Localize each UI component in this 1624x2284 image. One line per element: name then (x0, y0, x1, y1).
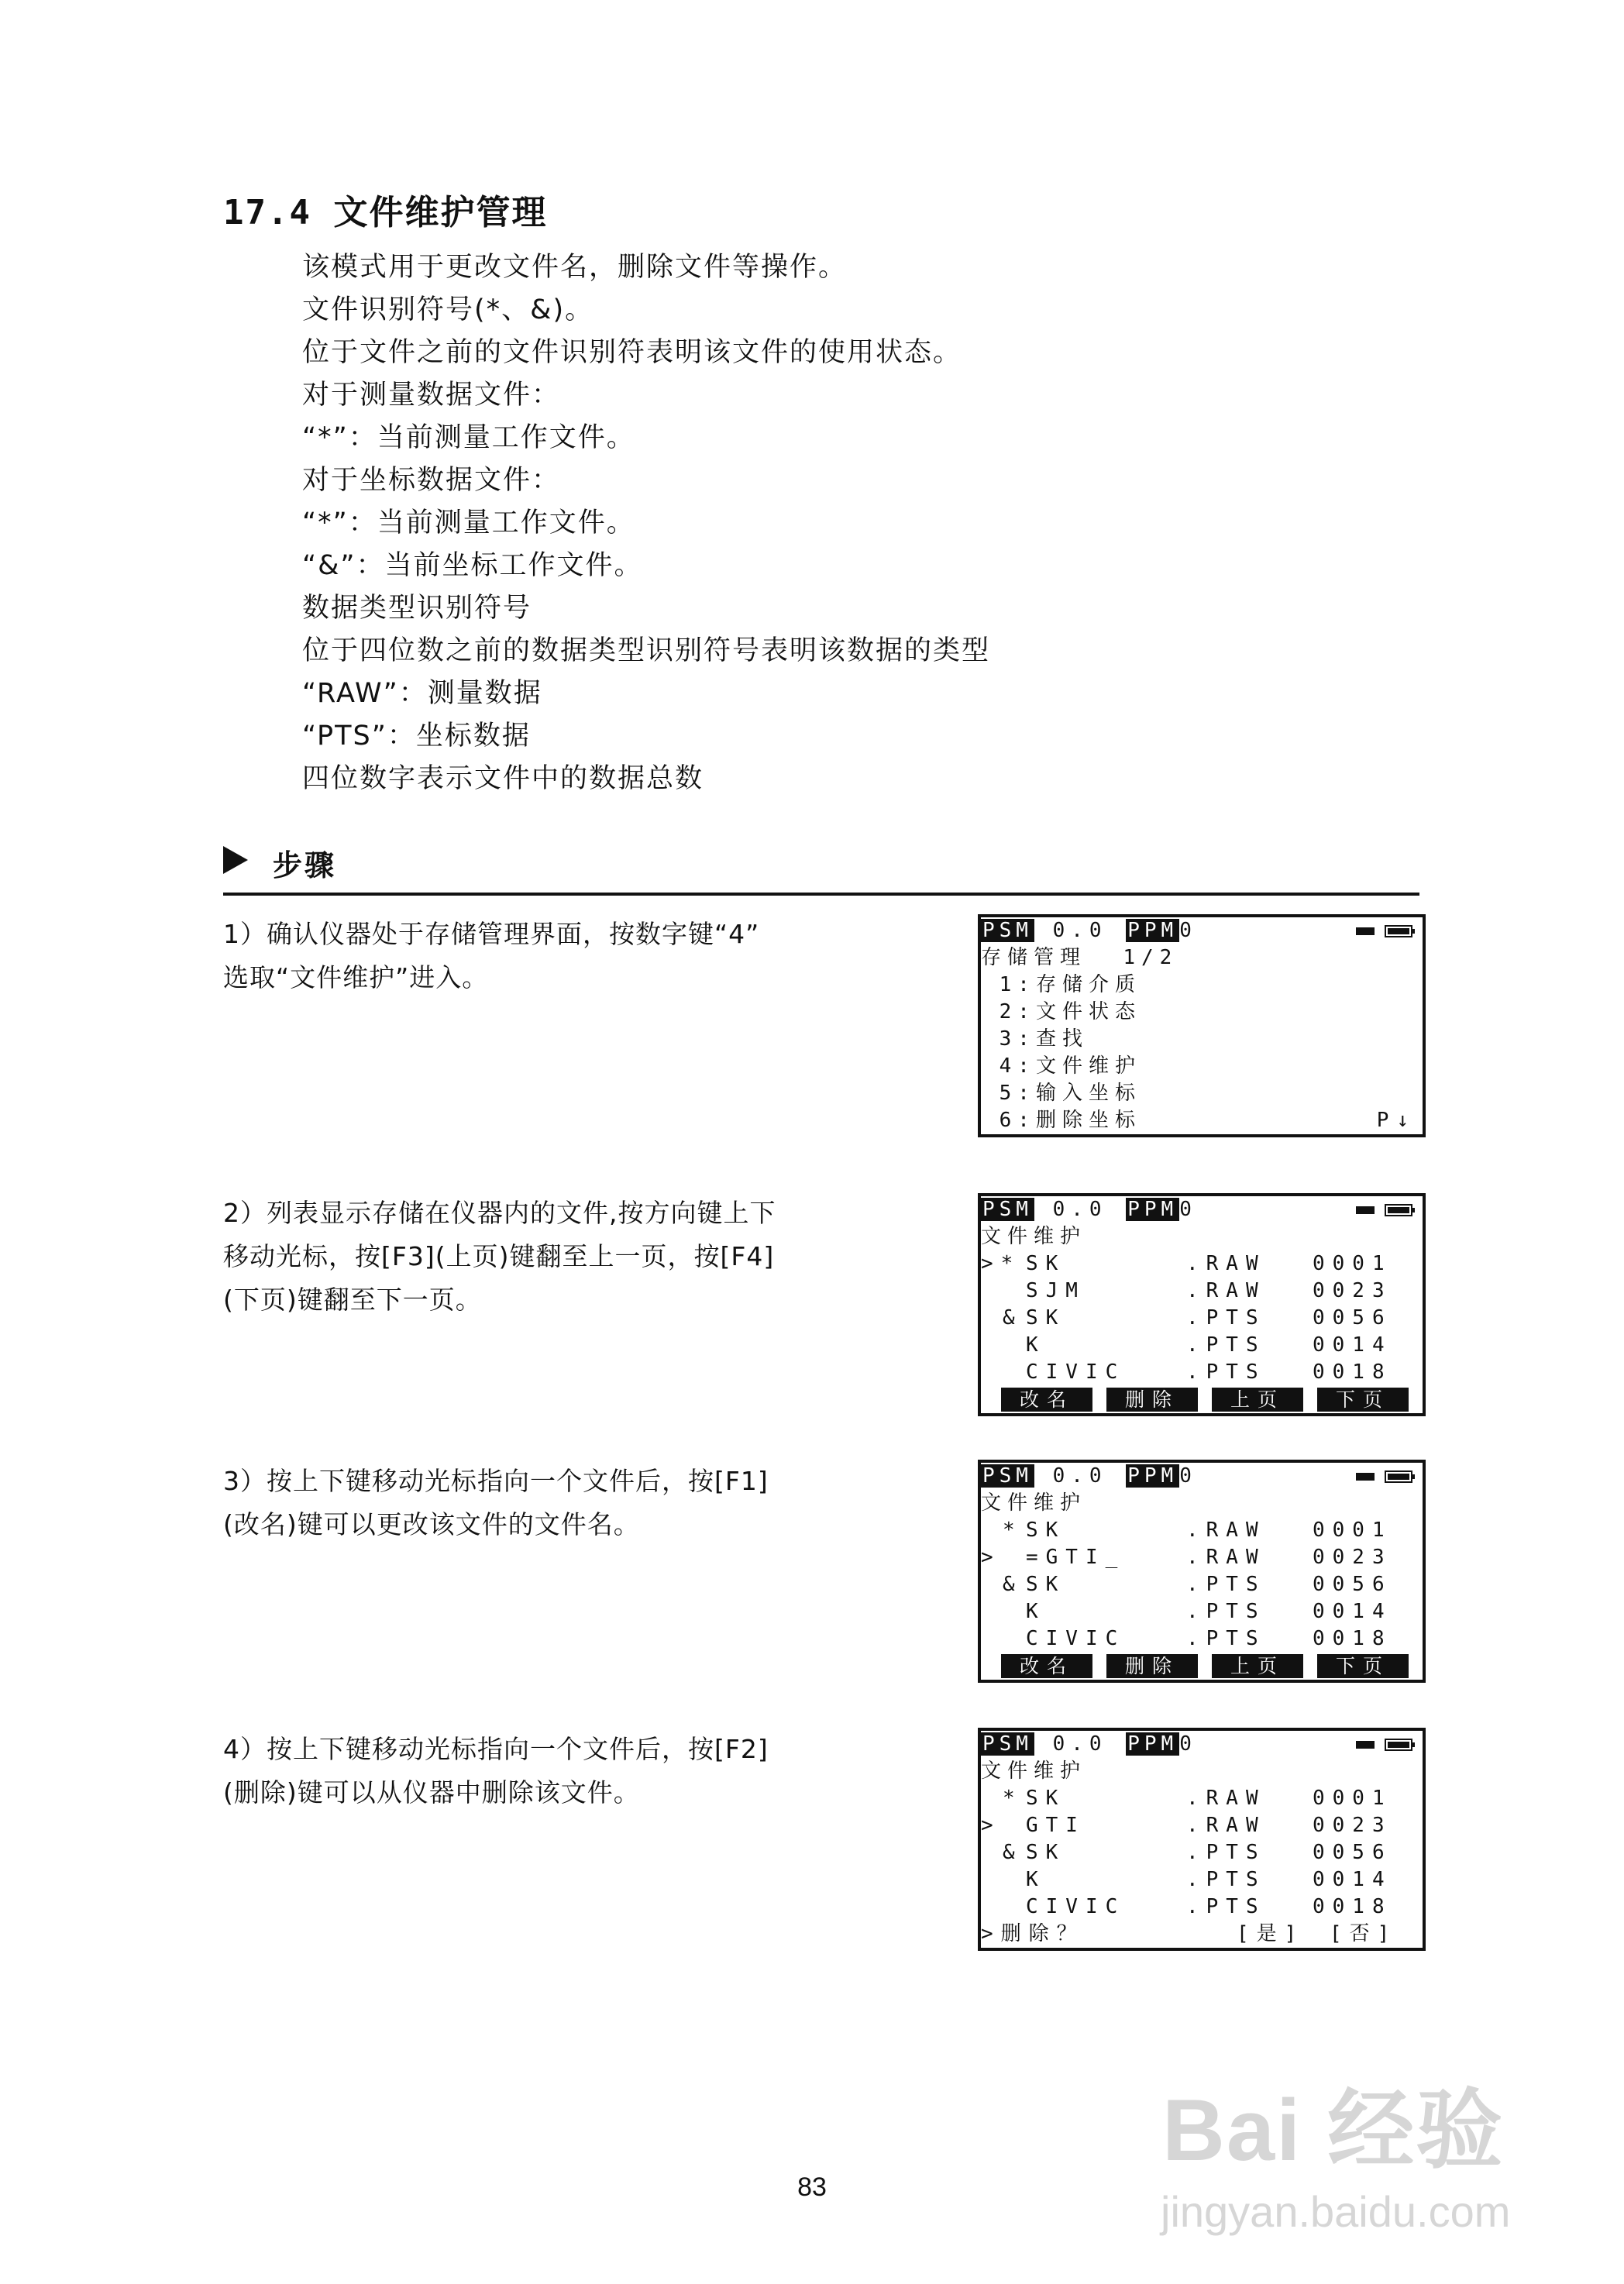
file-count: 0056 (1313, 1306, 1392, 1329)
screen-title-row (981, 1758, 1423, 1785)
file-count: 0023 (1313, 1814, 1392, 1837)
file-count: 0018 (1313, 1895, 1392, 1918)
file-name-input[interactable]: =GTI_ (1026, 1546, 1126, 1569)
status-bar (981, 1463, 1423, 1490)
file-count: 0018 (1313, 1627, 1392, 1650)
next-page-indicator: P↓ (1376, 1109, 1416, 1132)
file-row[interactable] (981, 1359, 1423, 1386)
screen-title: 文件维护 (981, 1225, 1087, 1248)
intro-line: 对于坐标数据文件： (302, 465, 561, 496)
file-name: SK (1026, 1573, 1066, 1596)
menu-item[interactable] (981, 1026, 1423, 1053)
file-ext: .PTS (1186, 1895, 1266, 1918)
file-row[interactable] (981, 1250, 1423, 1278)
file-ext: .PTS (1186, 1306, 1266, 1329)
file-count: 0014 (1313, 1333, 1392, 1357)
psm-value: 0.0 (1052, 919, 1108, 942)
step-line: 选取“文件维护”进入。 (223, 962, 489, 992)
intro-line: 位于四位数之前的数据类型识别符号表明该数据的类型 (302, 635, 991, 666)
intro-line: 文件识别符号(*、&)。 (302, 294, 594, 325)
file-name: SK (1026, 1787, 1066, 1810)
step-line: 移动光标，按[F3](上页)键翻至上一页，按[F4] (223, 1241, 775, 1271)
ppm-label: PPM (1127, 1198, 1178, 1221)
file-ext: .RAW (1186, 1252, 1266, 1275)
intro-line: “&”：当前坐标工作文件。 (302, 550, 643, 581)
ppm-value: 0 (1179, 1198, 1198, 1221)
menu-item-label: 2:文件状态 (999, 1000, 1141, 1023)
softkey-bar (981, 1386, 1423, 1413)
step-line: 1）确认仪器处于存储管理界面，按数字键“4” (223, 919, 760, 949)
file-ext: .PTS (1186, 1360, 1266, 1384)
file-row[interactable] (981, 1278, 1423, 1305)
f1-rename-button[interactable]: 改名 (1001, 1654, 1092, 1678)
file-count: 0056 (1313, 1841, 1392, 1864)
menu-item-label: 3:查找 (999, 1027, 1089, 1051)
instrument-screen-rename (978, 1460, 1426, 1683)
file-name: K (1026, 1868, 1046, 1891)
section-title: 17.4 文件维护管理 (223, 193, 548, 232)
confirm-yes-button[interactable]: [是] (1237, 1922, 1305, 1945)
file-name: SK (1026, 1252, 1066, 1275)
step-3 (223, 1460, 905, 1546)
file-ext: .RAW (1186, 1787, 1266, 1810)
screen-title-row (981, 1223, 1423, 1250)
step-1 (223, 913, 905, 999)
intro-line: 位于文件之前的文件识别符表明该文件的使用状态。 (302, 337, 962, 368)
ppm-label: PPM (1127, 919, 1178, 942)
ppm-value: 0 (1179, 1464, 1198, 1488)
menu-item-label: 4:文件维护 (999, 1054, 1141, 1078)
screen-title: 存储管理 (981, 946, 1087, 969)
file-row[interactable] (981, 1625, 1423, 1653)
battery-icon (1356, 1469, 1415, 1484)
screen-title-row (981, 944, 1423, 972)
file-name: GTI (1026, 1814, 1086, 1837)
f2-delete-button[interactable]: 删除 (1106, 1654, 1198, 1678)
instrument-screen-delete (978, 1728, 1426, 1951)
step-line: (改名)键可以更改该文件的文件名。 (223, 1509, 640, 1539)
file-ext: .PTS (1186, 1841, 1266, 1864)
menu-item-label: 1:存储介质 (999, 973, 1141, 996)
file-row[interactable] (981, 1866, 1423, 1894)
step-line: 3）按上下键移动光标指向一个文件后，按[F1] (223, 1466, 769, 1496)
triangle-bullet-icon (223, 846, 248, 874)
file-name: CIVIC (1026, 1895, 1126, 1918)
battery-icon (1356, 1737, 1415, 1753)
ppm-label: PPM (1127, 1732, 1178, 1756)
file-count: 0014 (1313, 1600, 1392, 1623)
status-bar (981, 1196, 1423, 1223)
psm-value: 0.0 (1052, 1198, 1108, 1221)
file-name: SJM (1026, 1279, 1086, 1302)
instrument-screen-storage-menu (978, 914, 1426, 1137)
confirm-no-button[interactable]: [否] (1330, 1922, 1398, 1945)
instrument-screen-file-list (978, 1193, 1426, 1416)
delete-confirm-row (981, 1921, 1423, 1948)
softkey-bar (981, 1653, 1423, 1680)
f3-prev-page-button[interactable]: 上页 (1212, 1388, 1303, 1412)
screen-title: 文件维护 (981, 1759, 1087, 1783)
file-name: SK (1026, 1841, 1066, 1864)
file-name: CIVIC (1026, 1627, 1126, 1650)
file-mark: >* (981, 1252, 1021, 1275)
file-row[interactable] (981, 1839, 1423, 1866)
menu-item[interactable] (981, 972, 1423, 999)
f1-rename-button[interactable]: 改名 (1001, 1388, 1092, 1412)
file-mark: & (1003, 1841, 1023, 1864)
file-count: 0001 (1313, 1519, 1392, 1542)
file-mark: > (981, 1546, 1001, 1569)
watermark-url: jingyan.baidu.com (1161, 2187, 1511, 2236)
psm-label: PSM (982, 1198, 1033, 1221)
watermark-logo: Bai 经验 (1162, 2082, 1505, 2179)
step-line: 4）按上下键移动光标指向一个文件后，按[F2] (223, 1734, 769, 1764)
menu-item[interactable] (981, 1053, 1423, 1080)
file-mark: & (1003, 1306, 1023, 1329)
intro-text (302, 246, 1464, 800)
intro-line: “*”：当前测量工作文件。 (302, 507, 635, 538)
battery-icon (1356, 924, 1415, 939)
f2-delete-button[interactable]: 删除 (1106, 1388, 1198, 1412)
menu-item-label: 6:删除坐标 (999, 1109, 1141, 1132)
psm-label: PSM (982, 919, 1033, 942)
step-line: 2）列表显示存储在仪器内的文件,按方向键上下 (223, 1198, 776, 1228)
f4-next-page-button[interactable]: 下页 (1317, 1388, 1409, 1412)
file-name: K (1026, 1600, 1046, 1623)
file-ext: .RAW (1186, 1814, 1266, 1837)
file-count: 0056 (1313, 1573, 1392, 1596)
step-4 (223, 1728, 905, 1814)
status-bar (981, 1731, 1423, 1758)
menu-item-label: 5:输入坐标 (999, 1082, 1141, 1105)
file-mark: * (1003, 1787, 1023, 1810)
intro-line: “*”：当前测量工作文件。 (302, 422, 635, 453)
psm-value: 0.0 (1052, 1464, 1108, 1488)
intro-line: 数据类型识别符号 (302, 593, 532, 624)
file-ext: .RAW (1186, 1279, 1266, 1302)
page-indicator: 1/2 (1123, 946, 1178, 969)
file-count: 0023 (1313, 1279, 1392, 1302)
file-count: 0014 (1313, 1868, 1392, 1891)
battery-icon (1356, 1202, 1415, 1218)
delete-prompt: >删除？ (981, 1922, 1085, 1945)
ppm-value: 0 (1179, 1732, 1198, 1756)
file-row[interactable] (981, 1812, 1423, 1839)
file-ext: .PTS (1186, 1333, 1266, 1357)
file-name: SK (1026, 1519, 1066, 1542)
intro-line: “RAW”：测量数据 (302, 678, 542, 709)
file-ext: .PTS (1186, 1868, 1266, 1891)
page-number: 83 (797, 2172, 827, 2202)
status-bar (981, 917, 1423, 944)
psm-label: PSM (982, 1464, 1033, 1488)
file-mark: & (1003, 1573, 1023, 1596)
file-row[interactable] (981, 1571, 1423, 1598)
file-count: 0001 (1313, 1787, 1392, 1810)
intro-line: “PTS”：坐标数据 (302, 721, 531, 752)
file-row[interactable] (981, 1894, 1423, 1921)
menu-item[interactable] (981, 1107, 1423, 1134)
file-count: 0018 (1313, 1360, 1392, 1384)
file-row[interactable] (981, 1332, 1423, 1359)
steps-heading-label: 步骤 (273, 848, 337, 882)
file-row[interactable] (981, 1305, 1423, 1332)
file-name: CIVIC (1026, 1360, 1126, 1384)
file-name: SK (1026, 1306, 1066, 1329)
step-2 (223, 1192, 905, 1322)
menu-item[interactable] (981, 999, 1423, 1026)
screen-title: 文件维护 (981, 1491, 1087, 1515)
psm-label: PSM (982, 1732, 1033, 1756)
menu-item[interactable] (981, 1080, 1423, 1107)
file-row[interactable] (981, 1517, 1423, 1544)
file-mark: * (1003, 1519, 1023, 1542)
file-count: 0001 (1313, 1252, 1392, 1275)
file-ext: .PTS (1186, 1600, 1266, 1623)
intro-line: 四位数字表示文件中的数据总数 (302, 763, 704, 794)
file-count: 0023 (1313, 1546, 1392, 1569)
step-line: (下页)键翻至下一页。 (223, 1285, 482, 1315)
file-mark: > (981, 1814, 1001, 1837)
file-name: K (1026, 1333, 1046, 1357)
file-ext: .RAW (1186, 1546, 1266, 1569)
file-ext: .PTS (1186, 1627, 1266, 1650)
screen-title-row (981, 1490, 1423, 1517)
ppm-label: PPM (1127, 1464, 1178, 1488)
step-line: (删除)键可以从仪器中删除该文件。 (223, 1777, 640, 1808)
file-row[interactable] (981, 1544, 1423, 1571)
steps-heading (223, 835, 1419, 896)
file-ext: .RAW (1186, 1519, 1266, 1542)
file-ext: .PTS (1186, 1573, 1266, 1596)
file-row[interactable] (981, 1785, 1423, 1812)
intro-line: 该模式用于更改文件名，删除文件等操作。 (302, 252, 848, 283)
f3-prev-page-button[interactable]: 上页 (1212, 1654, 1303, 1678)
file-row[interactable] (981, 1598, 1423, 1625)
f4-next-page-button[interactable]: 下页 (1317, 1654, 1409, 1678)
ppm-value: 0 (1179, 919, 1198, 942)
psm-value: 0.0 (1052, 1732, 1108, 1756)
intro-line: 对于测量数据文件： (302, 380, 561, 411)
